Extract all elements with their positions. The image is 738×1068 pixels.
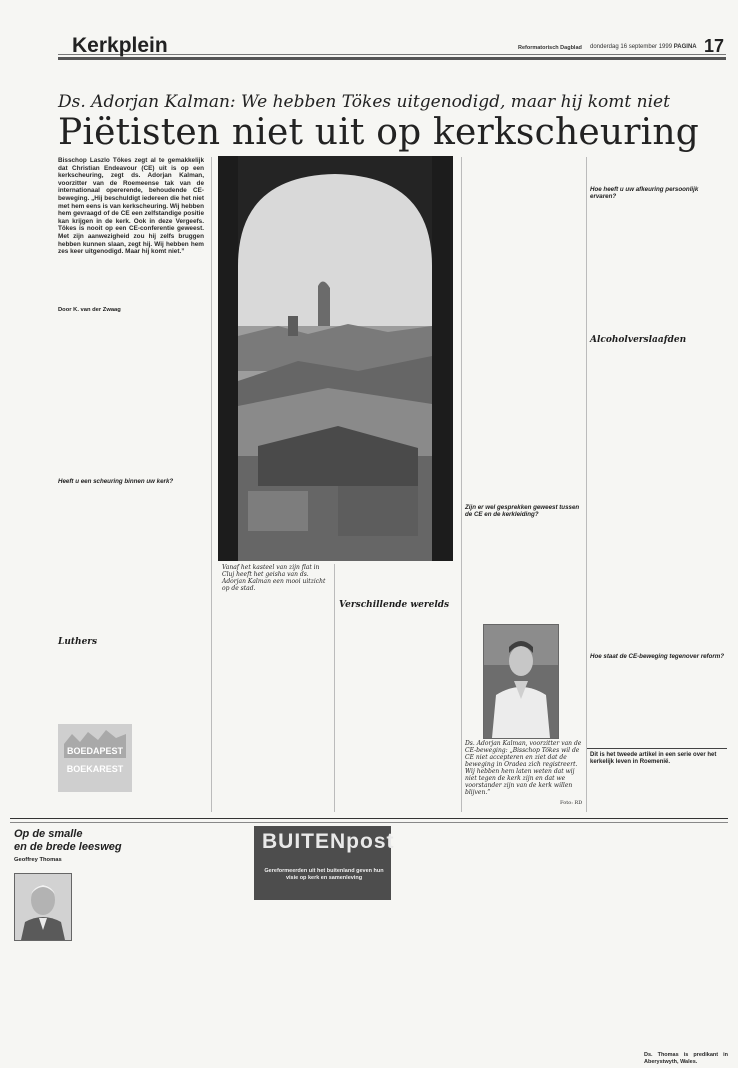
body-column-5a [590, 157, 726, 329]
buitenpost-subtitle: Gereformeerden uit het buitenland geven hun visie op kerk en samenleving [264, 868, 384, 881]
logo-text-bottom: BOEKAREST [66, 764, 124, 774]
logo-text-top: BOEDAPEST [66, 746, 124, 756]
body-column-2 [222, 598, 330, 810]
article-kicker: Ds. Adorjan Kalman: We hebben Tökes uitgenodigd, maar hij komt niet [58, 92, 670, 112]
subhead-verschillende: Verschillende werelds [339, 600, 450, 610]
second-photo-caption: Ds. Adorjan Kalman, voorzitter van de CE-beweging: „Bisschop Tökes wil de CE niet accepteren en ziet dat de beweging in Oradea zich registreert. Wij hebben hem laten weten dat wij niet tegen de kerk zijn en dat we voorstander zijn van de kerk willen blijven.” [465, 740, 582, 796]
article-intro: Bisschop Laszlo Tökes zegt al te gemakkelijk dat Christian Endeavour (CE) uit is op een kerkscheuring, zegt ds. Adorjan Kalman, voorzitter van de Roemeense tak van de internationaal opererende, behoudende CE-beweging. „Hij beschuldigt iedereen die het niet met hem eens is van kerkscheuring. Wij hebben hem gevraagd of de CE een zelfstandige positie kan krijgen in de kerk. Ook in deze Vergeefs. Tökes is nooit op een CE-conferentie geweest. Met zijn aanwezigheid zou hij zelfs bruggen hebben kunnen slaan, zegt hij. Wij hebben hem zes keer uitgenodigd. Maar hij komt niet.” [58, 157, 204, 256]
column-divider [334, 564, 335, 812]
intext-question-5: Hoe staat de CE-beweging tegenover reform? [590, 653, 725, 660]
section-title: Kerkplein [72, 34, 168, 57]
article-headline: Piëtisten niet uit op kerkscheuring [58, 112, 699, 153]
portrait-kalman-photo [483, 624, 559, 739]
intext-question-1: Heeft u een scheuring binnen uw kerk? [58, 478, 174, 485]
intext-question-4: Hoe heeft u uw afkeuring persoonlijk ervaren? [590, 186, 699, 200]
intext-question-3: Zijn er wel gesprekken geweest tussen de CE en de kerkleiding? [465, 504, 580, 518]
bottom-column-3 [254, 904, 391, 1061]
main-photo-caption: Vanaf het kasteel van zijn flat in Cluj heeft het geisha van ds. Adorjan Kalman een mooi uitzicht op de stad. [222, 564, 326, 592]
column-author: Geoffrey Thomas [14, 857, 62, 863]
series-logo-graphic [58, 724, 132, 792]
bottom-column-1-side [74, 873, 96, 943]
body-column-1b [58, 649, 204, 719]
body-column-5c [590, 667, 726, 743]
city-view-through-arch-image [218, 156, 453, 561]
buitenpost-title: BUITENpost [262, 830, 395, 853]
section-divider [10, 818, 728, 819]
author-portrait [14, 873, 72, 941]
article-byline: Door K. van der Zwaag [58, 307, 121, 313]
subhead-alcohol: Alcoholverslaafden [590, 335, 687, 345]
series-logo [58, 724, 132, 792]
subhead-luthers: Luthers [58, 637, 98, 647]
main-photo [218, 156, 453, 561]
date-text: donderdag 16 september 1999 [590, 44, 673, 50]
author-portrait-image [15, 874, 71, 940]
bottom-column-4 [396, 826, 514, 1061]
photo-credit: Foto: RD [560, 800, 583, 806]
body-column-3a [339, 564, 457, 594]
page-label: PAGINA [673, 44, 697, 50]
body-column-4 [465, 157, 583, 619]
section-divider-thin [10, 822, 728, 823]
series-info-text: Dit is het tweede artikel in een serie over het kerkelijk leven in Roemenië. [590, 752, 717, 766]
column-divider [211, 157, 212, 812]
column-footer-note: Ds. Thomas is predikant in Aberystwyth, Wales. [644, 1052, 728, 1066]
body-column-5b [590, 347, 726, 649]
column-title-line-2: en de brede leesweg [14, 841, 122, 853]
column-divider [586, 157, 587, 812]
body-column-1 [58, 320, 204, 634]
bottom-column-6 [644, 826, 728, 1048]
bottom-column-2 [179, 826, 251, 1061]
newspaper-name: Reformatorisch Dagblad [518, 45, 582, 51]
bottom-column-1 [14, 944, 174, 1061]
page-number: 17 [704, 36, 725, 56]
header-date [590, 44, 697, 50]
man-portrait-image [484, 625, 558, 738]
column-divider [461, 157, 462, 812]
body-column-3b [339, 612, 457, 810]
column-title [14, 828, 122, 854]
column-title-line-1: Op de smalle [14, 828, 83, 840]
bottom-column-5 [520, 826, 638, 1061]
